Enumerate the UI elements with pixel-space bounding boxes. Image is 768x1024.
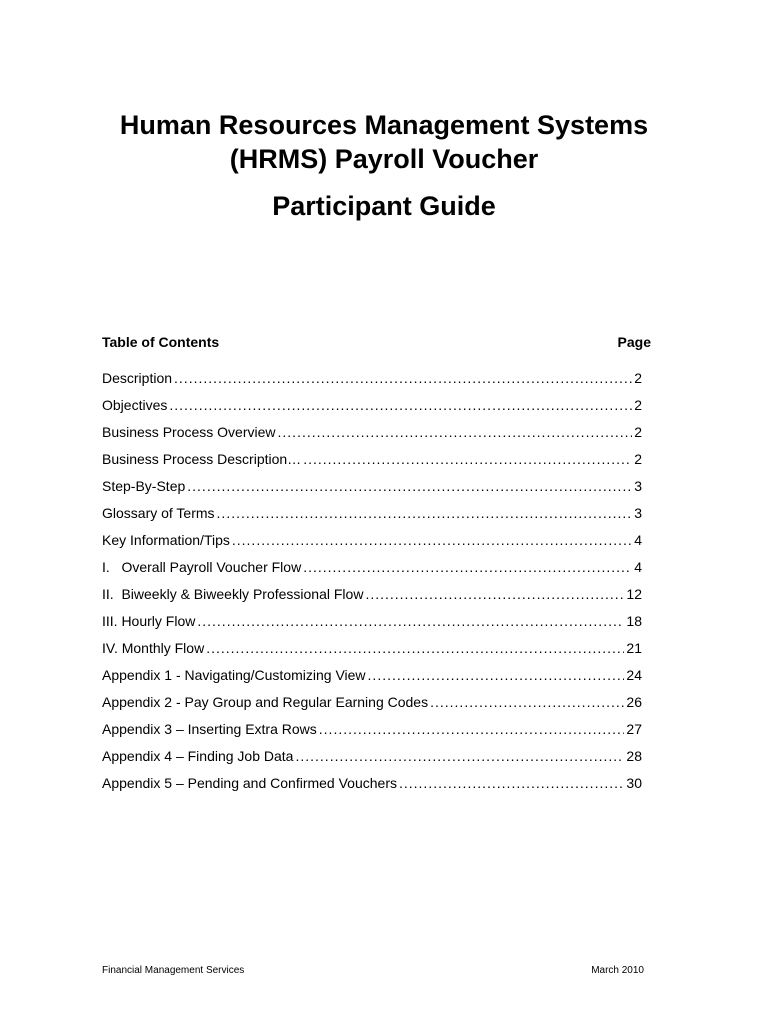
toc-entry[interactable] <box>102 477 642 504</box>
toc-entry[interactable] <box>102 423 642 450</box>
toc-entry[interactable] <box>102 639 642 666</box>
toc-entry-label: I. Overall Payroll Voucher Flow <box>102 559 302 575</box>
toc-entry[interactable] <box>102 774 642 801</box>
toc-entry[interactable] <box>102 450 642 477</box>
toc-entry-page: 21 <box>626 640 642 656</box>
toc-entry-page: 27 <box>626 721 642 737</box>
toc-entry-page: 28 <box>626 748 642 764</box>
toc-entry-label: Appendix 5 – Pending and Confirmed Vouchers <box>102 775 397 791</box>
toc-leader-dots <box>169 396 632 414</box>
toc-entry[interactable] <box>102 612 642 639</box>
toc-entry-label: IV. Monthly Flow <box>102 640 205 656</box>
toc-entry[interactable] <box>102 504 642 531</box>
toc-entry-label: Objectives <box>102 397 168 413</box>
toc-entry-page: 4 <box>634 559 642 575</box>
toc-entry[interactable] <box>102 531 642 558</box>
toc-entry-label: Business Process Description… <box>102 451 302 467</box>
toc-entry[interactable] <box>102 558 642 585</box>
toc-leader-dots <box>174 369 632 387</box>
toc-entry-page: 30 <box>626 775 642 791</box>
document-subtitle: Participant Guide <box>272 191 496 221</box>
toc-entry-page: 2 <box>634 370 642 386</box>
toc-entry-page: 4 <box>634 532 642 548</box>
toc-heading: Table of Contents <box>102 334 220 350</box>
toc-entry-page: 24 <box>626 667 642 683</box>
toc-entry[interactable] <box>102 747 642 774</box>
page-footer <box>102 964 644 978</box>
toc-page-heading: Page <box>617 334 651 350</box>
toc-leader-dots <box>217 504 633 522</box>
document-title-line-2: (HRMS) Payroll Voucher <box>229 144 539 174</box>
toc-header <box>102 333 651 351</box>
toc-leader-dots <box>430 693 624 711</box>
toc-entry-page: 3 <box>634 505 642 521</box>
toc-leader-dots <box>368 666 625 684</box>
toc-entry-label: Appendix 2 - Pay Group and Regular Earning Codes <box>102 694 429 710</box>
toc-entry-page: 3 <box>634 478 642 494</box>
toc-entry[interactable] <box>102 396 642 423</box>
toc-entry-page: 2 <box>634 424 642 440</box>
toc-entry-page: 12 <box>626 586 642 602</box>
toc-leader-dots <box>206 639 624 657</box>
toc-entry-label: Appendix 4 – Finding Job Data <box>102 748 294 764</box>
toc-entry-page: 2 <box>634 451 642 467</box>
toc-entry-label: Glossary of Terms <box>102 505 215 521</box>
toc-entry[interactable] <box>102 666 642 693</box>
toc-list <box>102 369 642 801</box>
toc-leader-dots <box>303 558 632 576</box>
toc-leader-dots <box>399 774 624 792</box>
toc-entry-label: Description <box>102 370 173 386</box>
toc-leader-dots <box>295 747 624 765</box>
toc-leader-dots <box>365 585 624 603</box>
toc-entry-page: 2 <box>634 397 642 413</box>
toc-leader-dots <box>319 720 625 738</box>
toc-entry-label: Appendix 1 - Navigating/Customizing View <box>102 667 366 683</box>
toc-entry-label: II. Biweekly & Biweekly Professional Flow <box>102 586 364 602</box>
toc-leader-dots <box>187 477 632 495</box>
toc-leader-dots <box>303 450 632 468</box>
toc-entry-page: 18 <box>626 613 642 629</box>
toc-entry[interactable] <box>102 720 642 747</box>
toc-leader-dots <box>197 612 624 630</box>
toc-entry-label: Step-By-Step <box>102 478 186 494</box>
footer-date: March 2010 <box>591 965 644 976</box>
toc-entry[interactable] <box>102 585 642 612</box>
toc-entry[interactable] <box>102 369 642 396</box>
toc-entry-label: Business Process Overview <box>102 424 276 440</box>
toc-entry-label: III. Hourly Flow <box>102 613 196 629</box>
toc-entry[interactable] <box>102 693 642 720</box>
toc-leader-dots <box>232 531 632 549</box>
toc-entry-label: Appendix 3 – Inserting Extra Rows <box>102 721 317 737</box>
toc-entry-page: 26 <box>626 694 642 710</box>
footer-organization: Financial Management Services <box>102 965 245 976</box>
document-title-line-1: Human Resources Management Systems <box>119 110 649 140</box>
toc-leader-dots <box>278 423 633 441</box>
toc-entry-label: Key Information/Tips <box>102 532 230 548</box>
